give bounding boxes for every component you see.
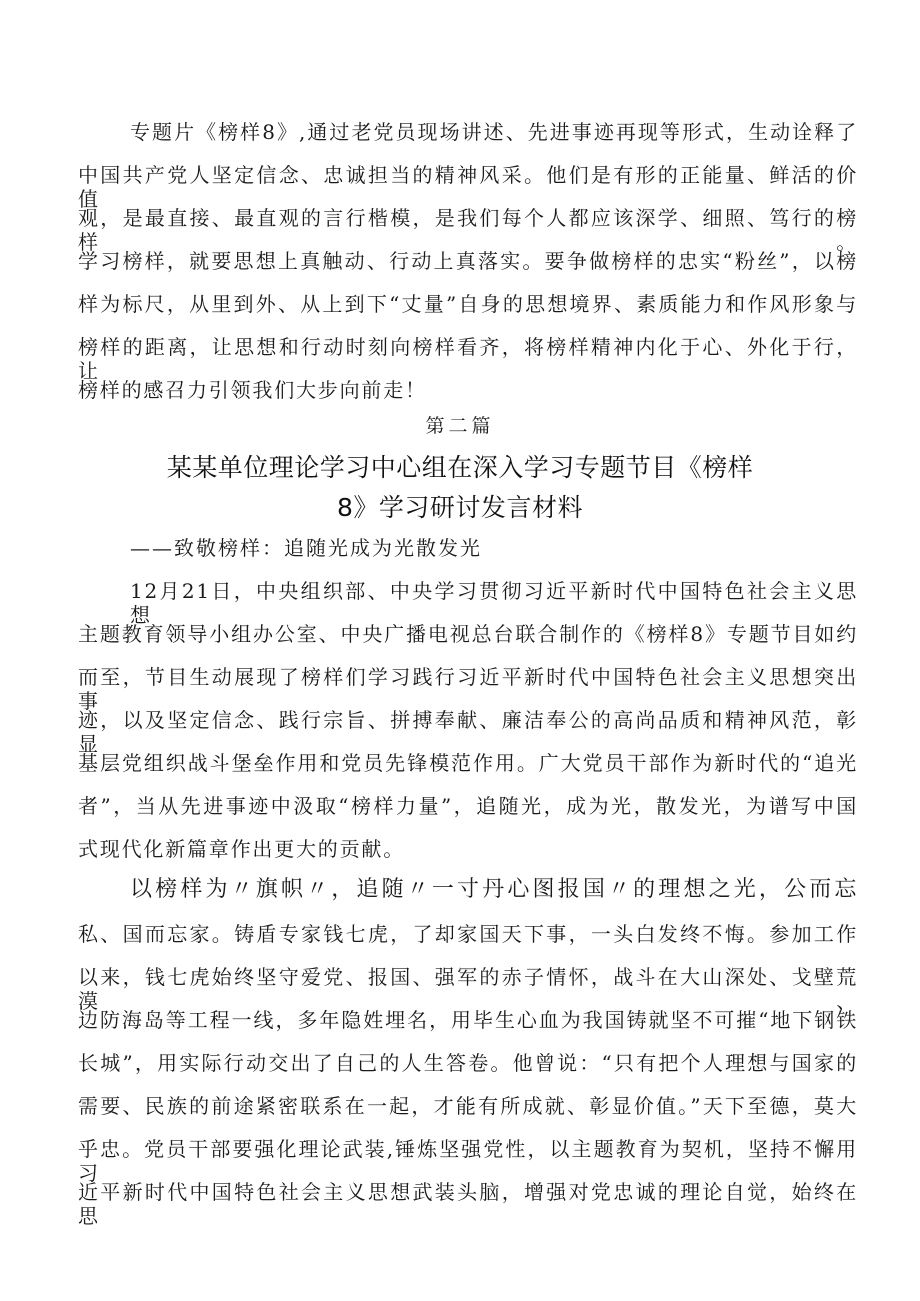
text-line: 乎忠。党员干部要强化理论武装,锤炼坚强党性，以主题教育为契机，坚持不懈用习 — [78, 1137, 858, 1185]
text-line: 学习榜样，就要思想上真触动、行动上真落实。要争做榜样的忠实“粉丝”，以榜 — [78, 249, 858, 273]
text-line: 样为标尺，从里到外、从上到下“丈量”自身的思想境界、素质能力和作风形象与 — [78, 292, 858, 316]
document-title-line-1: 某某单位理论学习中心组在深入学习专题节目《榜样 — [166, 453, 754, 482]
text-line: 者”，当从先进事迹中汲取“榜样力量”，追随光，成为光，散发光，为谱写中国 — [78, 794, 858, 818]
text-line: 中国共产党人坚定信念、忠诚担当的精神风采。他们是有形的正能量、鲜活的价值 — [78, 163, 858, 211]
text-line: 基层党组织战斗堡垒作用和党员先锋模范作用。广大党员干部作为新时代的“追光 — [78, 751, 858, 775]
text-line: 专题片《榜样8》,通过老党员现场讲述、先进事迹再现等形式，生动诠释了 — [130, 120, 858, 144]
text-line: 以来，钱七虎始终坚守爱党、报国、强军的赤子情怀，战斗在大山深处、戈壁荒漠、 — [78, 965, 858, 1013]
text-line: 边防海岛等工程一线，多年隐姓埋名，用毕生心血为我国铸就坚不可摧“地下钢铁 — [78, 1008, 858, 1032]
document-title-line-2: 8》学习研讨发言材料 — [337, 493, 583, 522]
text-line: 而至，节目生动展现了榜样们学习践行习近平新时代中国特色社会主义思想突出事 — [78, 665, 858, 713]
text-line: 观，是最直接、最直观的言行楷模，是我们每个人都应该深学、细照、笃行的榜样。 — [78, 206, 858, 254]
text-line: 迹，以及坚定信念、践行宗旨、拼搏奉献、廉洁奉公的高尚品质和精神风范，彰显 — [78, 708, 858, 756]
document-subtitle: ——致敬榜样：追随光成为光散发光 — [130, 536, 482, 560]
text-line: 榜样的距离，让思想和行动时刻向榜样看齐，将榜样精神内化于心、外化于行，让 — [78, 335, 858, 383]
text-line: 私、国而忘家。铸盾专家钱七虎，了却家国天下事，一头白发终不悔。参加工作 — [78, 922, 858, 946]
text-line: 长城”，用实际行动交出了自己的人生答卷。他曾说：“只有把个人理想与国家的 — [78, 1051, 858, 1075]
text-line: 主题教育领导小组办公室、中央广播电视总台联合制作的《榜样8》专题节目如约 — [78, 622, 858, 646]
text-line: 近平新时代中国特色社会主义思想武装头脑，增强对党忠诚的理论自觉，始终在思 — [78, 1180, 858, 1228]
text-line: 式现代化新篇章作出更大的贡献。 — [78, 837, 405, 861]
text-line: 榜样的感召力引领我们大步向前走！ — [78, 378, 427, 402]
text-line: 12月21日，中央组织部、中央学习贯彻习近平新时代中国特色社会主义思想 — [130, 579, 858, 627]
text-line: 需要、民族的前途紧密联系在一起，才能有所成就、彰显价值。”天下至德，莫大 — [78, 1094, 858, 1118]
text-line: 以榜样为〃旗帜〃，追随〃一寸丹心图报国〃的理想之光，公而忘 — [130, 877, 858, 902]
section-label: 第二篇 — [425, 415, 495, 437]
